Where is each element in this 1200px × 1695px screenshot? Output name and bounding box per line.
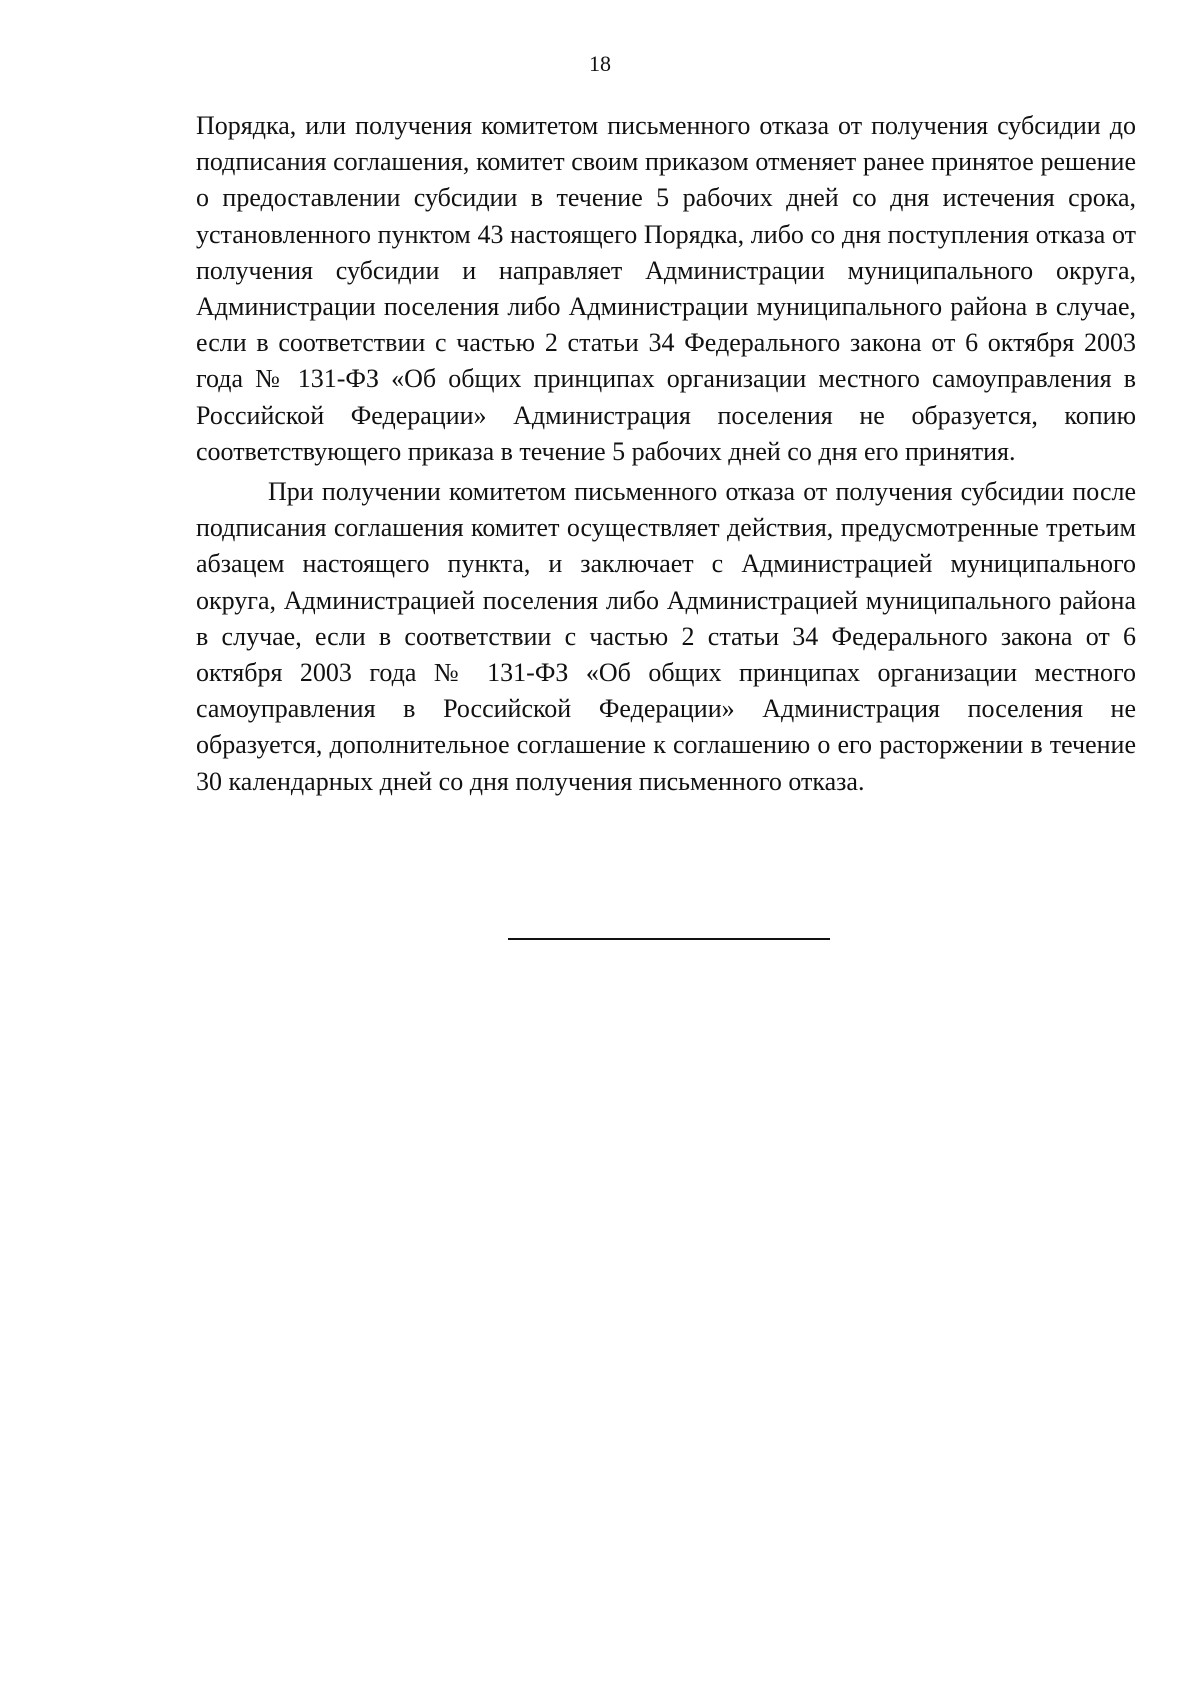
paragraph-continued: Порядка, или получения комитетом письменного отказа от получения субсидии до подписания соглашения, комитет своим приказом отменяет ранее принятое решение о предоставлении субсидии в течение 5 рабочих дней со дня истечения срока, установленного пунктом 43 настоящего Порядка, либо со дня поступления отказа от получения субсидии и направляет Администрации муниципального округа, Администрации поселения либо Администрации муниципального района в случае, если в соответствии с частью 2 статьи 34 Федерального закона от 6 октября 2003 года № 131-ФЗ «Об общих принципах организации местного самоуправления в Российской Федерации» Администрация поселения не образуется, копию соответствующего приказа в течение 5 рабочих дней со дня его принятия.: [196, 111, 1136, 466]
paragraph-refusal-after-signing: При получении комитетом письменного отказа от получения субсидии после подписания соглашения комитет осуществляет действия, предусмотренные третьим абзацем настоящего пункта, и заключает с Администрацией муниципального округа, Администрацией поселения либо Администрацией муниципального района в случае, если в соответствии с частью 2 статьи 34 Федерального закона от 6 октября 2003 года № 131-ФЗ «Об общих принципах организации местного самоуправления в Российской Федерации» Администрация поселения не образуется, дополнительное соглашение к соглашению о его расторжении в течение 30 календарных дней со дня получения письменного отказа.: [196, 477, 1136, 796]
document-body: [196, 108, 1136, 800]
end-of-text-rule: [508, 938, 830, 940]
page-number: 18: [589, 51, 611, 76]
